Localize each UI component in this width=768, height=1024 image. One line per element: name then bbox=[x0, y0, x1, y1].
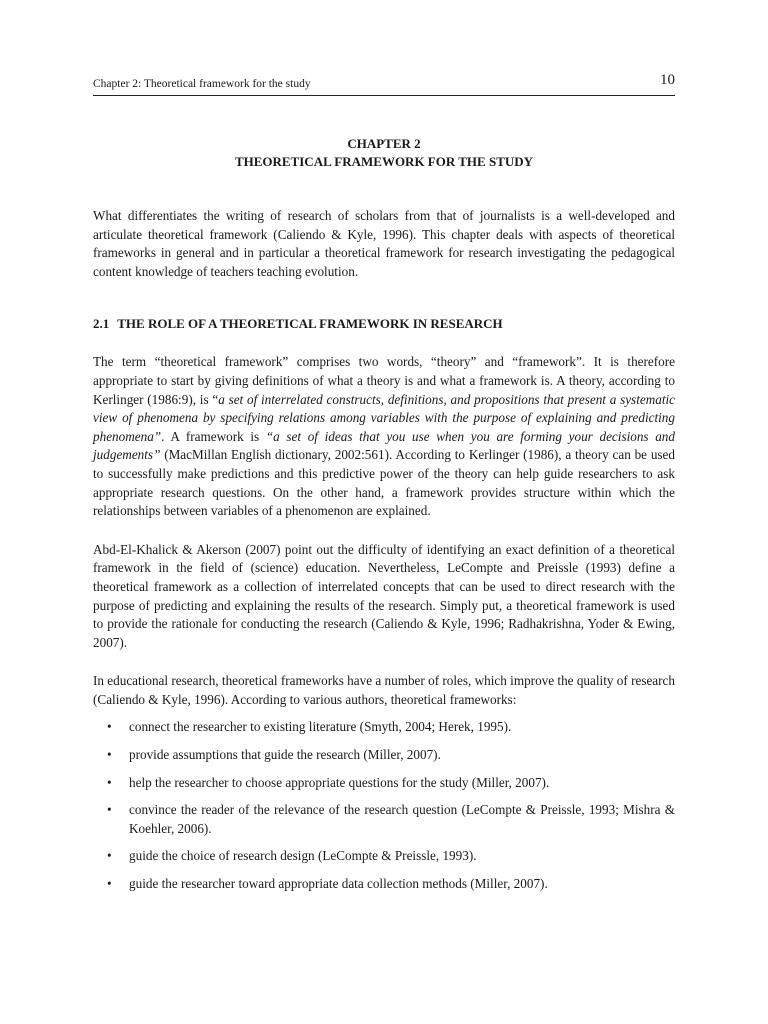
paragraph-text: . A framework is bbox=[161, 428, 266, 444]
list-item: • guide the researcher toward appropriate data collection methods (Miller, 2007). bbox=[93, 875, 675, 894]
section-heading bbox=[93, 315, 675, 333]
running-header bbox=[93, 72, 675, 96]
section-title: THE ROLE OF A THEORETICAL FRAMEWORK IN RESEARCH bbox=[117, 316, 503, 332]
chapter-number: CHAPTER 2 bbox=[347, 136, 421, 151]
paragraph-text: (MacMillan English dictionary, 2002:561). According to Kerlinger (1986), a theory can be used to successfully make predictions and this predictive power of the theory can help guide researchers to ask appropriate research questions. On the other hand, a framework provides structure within which the relationships between variables of a phenomenon are explained. bbox=[93, 447, 675, 519]
paragraph-text: The term “theoretical framework” comprises two words, “theory” and “framework”. It is therefore appropriate to start by giving definitions of what a theory is and what a framework is. A theory, according to Kerlinger (1986:9), is “ bbox=[93, 354, 675, 407]
chapter-title: THEORETICAL FRAMEWORK FOR THE STUDY bbox=[234, 154, 534, 169]
page-content bbox=[93, 135, 675, 903]
section-number: 2.1 bbox=[93, 316, 110, 332]
list-item: • help the researcher to choose appropriate questions for the study (Miller, 2007). bbox=[93, 774, 675, 793]
intro-paragraph: What differentiates the writing of research of scholars from that of journalists is a well-developed and articulate theoretical framework (Caliendo & Kyle, 1996). This chapter deals with aspects of theoretical frameworks in general and in particular a theoretical framework for research investigating the pedagogical content knowledge of teachers teaching evolution. bbox=[93, 208, 675, 279]
list-item: • connect the researcher to existing literature (Smyth, 2004; Herek, 1995). bbox=[93, 718, 675, 737]
roles-intro-paragraph: In educational research, theoretical frameworks have a number of roles, which improve the quality of research (Caliendo & Kyle, 1996). According to various authors, theoretical frameworks: bbox=[93, 673, 675, 707]
roles-bullet-list bbox=[93, 718, 675, 893]
definition-difficulty-paragraph: Abd-El-Khalick & Akerson (2007) point out the difficulty of identifying an exact definition of a theoretical framework in the field of (science) education. Nevertheless, LeCompte and Preissle (1993) define a theoretical framework as a collection of interrelated concepts that can be used to direct research with the purpose of predicting and explaining the results of the research. Simply put, a theoretical framework is used to provide the rationale for conducting the research (Caliendo & Kyle, 1996; Radhakrishna, Yoder & Ewing, 2007). bbox=[93, 541, 675, 650]
list-item: • guide the choice of research design (LeCompte & Preissle, 1993). bbox=[93, 847, 675, 866]
list-item: • provide assumptions that guide the research (Miller, 2007). bbox=[93, 746, 675, 765]
page-number: 10 bbox=[660, 72, 675, 88]
theory-definition-quote: a set of interrelated constructs, definitions, and propositions that present a systematic view of phenomena by specifying relations among variables with the purpose of explaining and predicting phenomena” bbox=[93, 391, 676, 444]
chapter-heading bbox=[93, 135, 675, 171]
framework-definition-quote: “a set of ideas that you use when you are forming your decisions and judgements” bbox=[93, 428, 675, 463]
list-item: • convince the reader of the relevance of the research question (LeCompte & Preissle, 1993; Mishra & Koehler, 2006). bbox=[93, 801, 675, 838]
running-title: Chapter 2: Theoretical framework for the study bbox=[93, 78, 311, 90]
theory-definition-paragraph bbox=[93, 353, 675, 520]
